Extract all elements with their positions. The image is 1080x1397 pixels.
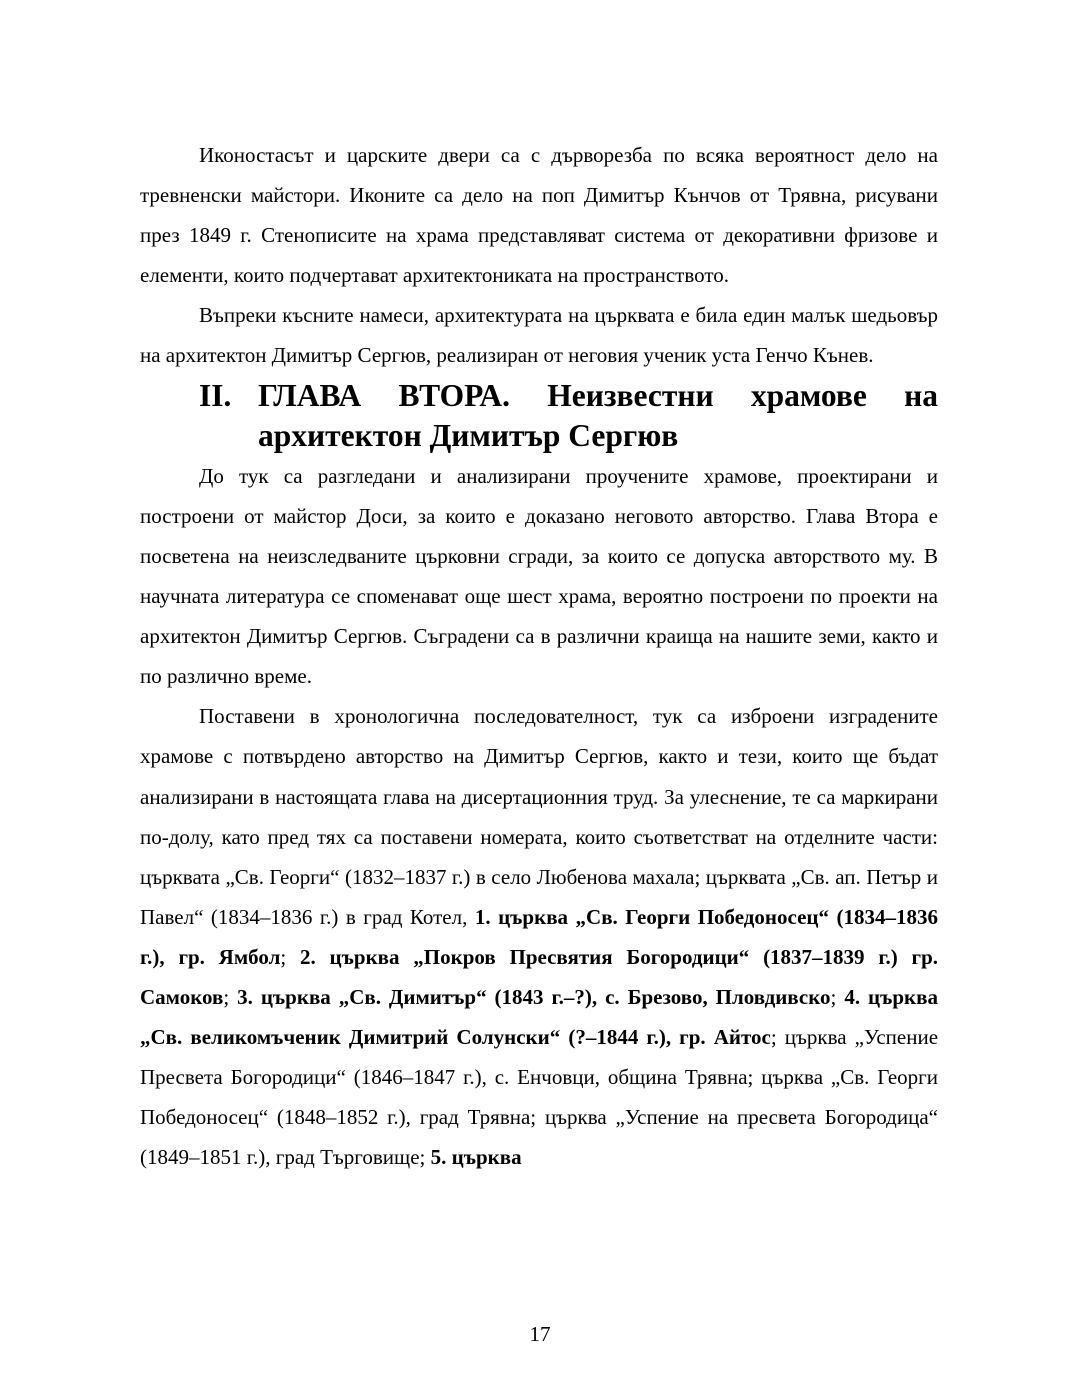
paragraph-architecture: Въпреки късните намеси, архитектурата на църквата е била един малък шедьовър на архитектон Димитър Сергюв, реализиран от неговия ученик уста Генчо Кънев. bbox=[140, 303, 938, 368]
chapter-number: II. bbox=[199, 377, 232, 413]
church-list-text: Поставени в хронологична последователност, тук са изброени изградените храмове с потвърдено авторство на Димитър Сергюв, както и тези, които ще бъдат анализирани в настоящата глава на дисертационния труд. За улеснение, те са маркирани по-долу, като пред тях са поставени номерата, които съответстват на отделните части: църквата „Св. Георги“ (1832–1837 г.) в село Любенова махала; църквата „Св. ап. Петър и Павел“ (1834–1836 г.) в град Котел, bbox=[140, 704, 938, 929]
paragraph-iconostasis: Иконостасът и царските двери са с дърворезба по всяка вероятност дело на тревненски майстори. Иконите са дело на поп Димитър Кънчов от Трявна, рисувани през 1849 г. Стенописите на храма представляват система от декоративни фризове и елементи, които подчертават архитектониката на пространството. bbox=[140, 143, 938, 288]
church-item-4: 4. църква „Св. великомъченик Димитрий Солунски“ (?–1844 г.), гр. Айтос bbox=[140, 984, 938, 1050]
chapter-heading bbox=[140, 376, 938, 456]
church-item-2: 2. църква „Покров Пресвятия Богородици“ (1837–1839 г.) гр. Самоков bbox=[140, 944, 938, 1009]
separator: ; bbox=[280, 944, 301, 969]
page-number: 17 bbox=[529, 1322, 551, 1346]
chapter-title: ГЛАВА ВТОРА. Неизвестни храмове на архитектон Димитър Сергюв bbox=[258, 377, 938, 453]
body-text bbox=[140, 135, 938, 1177]
paragraph-church-list bbox=[140, 696, 938, 1177]
separator: ; bbox=[830, 984, 845, 1009]
paragraph-chapter-intro: До тук са разгледани и анализирани проучените храмове, проектирани и построени от майстор Доси, за които е доказано неговото авторство. Глава Втора е посветена на неизследваните църковни сгради, за които се допуска авторството му. В научната литература се споменават още шест храма, вероятно построени по проекти на архитектон Димитър Сергюв. Съградени са в различни краища на нашите земи, както и по различно време. bbox=[140, 463, 938, 689]
church-item-3: 3. църква „Св. Димитър“ (1843 г.–?), с. Брезово, Пловдивско bbox=[237, 984, 831, 1009]
church-list-text: ; църква „Успение Пресвета Богородици“ (1846–1847 г.), с. Енчовци, община Трявна; църква „Св. Георги Победоносец“ (1848–1852 г.), град Трявна; църква „Успение на пресвета Богородица“ (1849–1851 г.), град Търговище; bbox=[140, 1025, 939, 1170]
church-item-5: 5. църква bbox=[430, 1145, 522, 1170]
church-item-1: 1. църква „Св. Георги Победоносец“ (1834–1836 г.), гр. Ямбол bbox=[140, 904, 939, 969]
separator: ; bbox=[223, 984, 238, 1009]
